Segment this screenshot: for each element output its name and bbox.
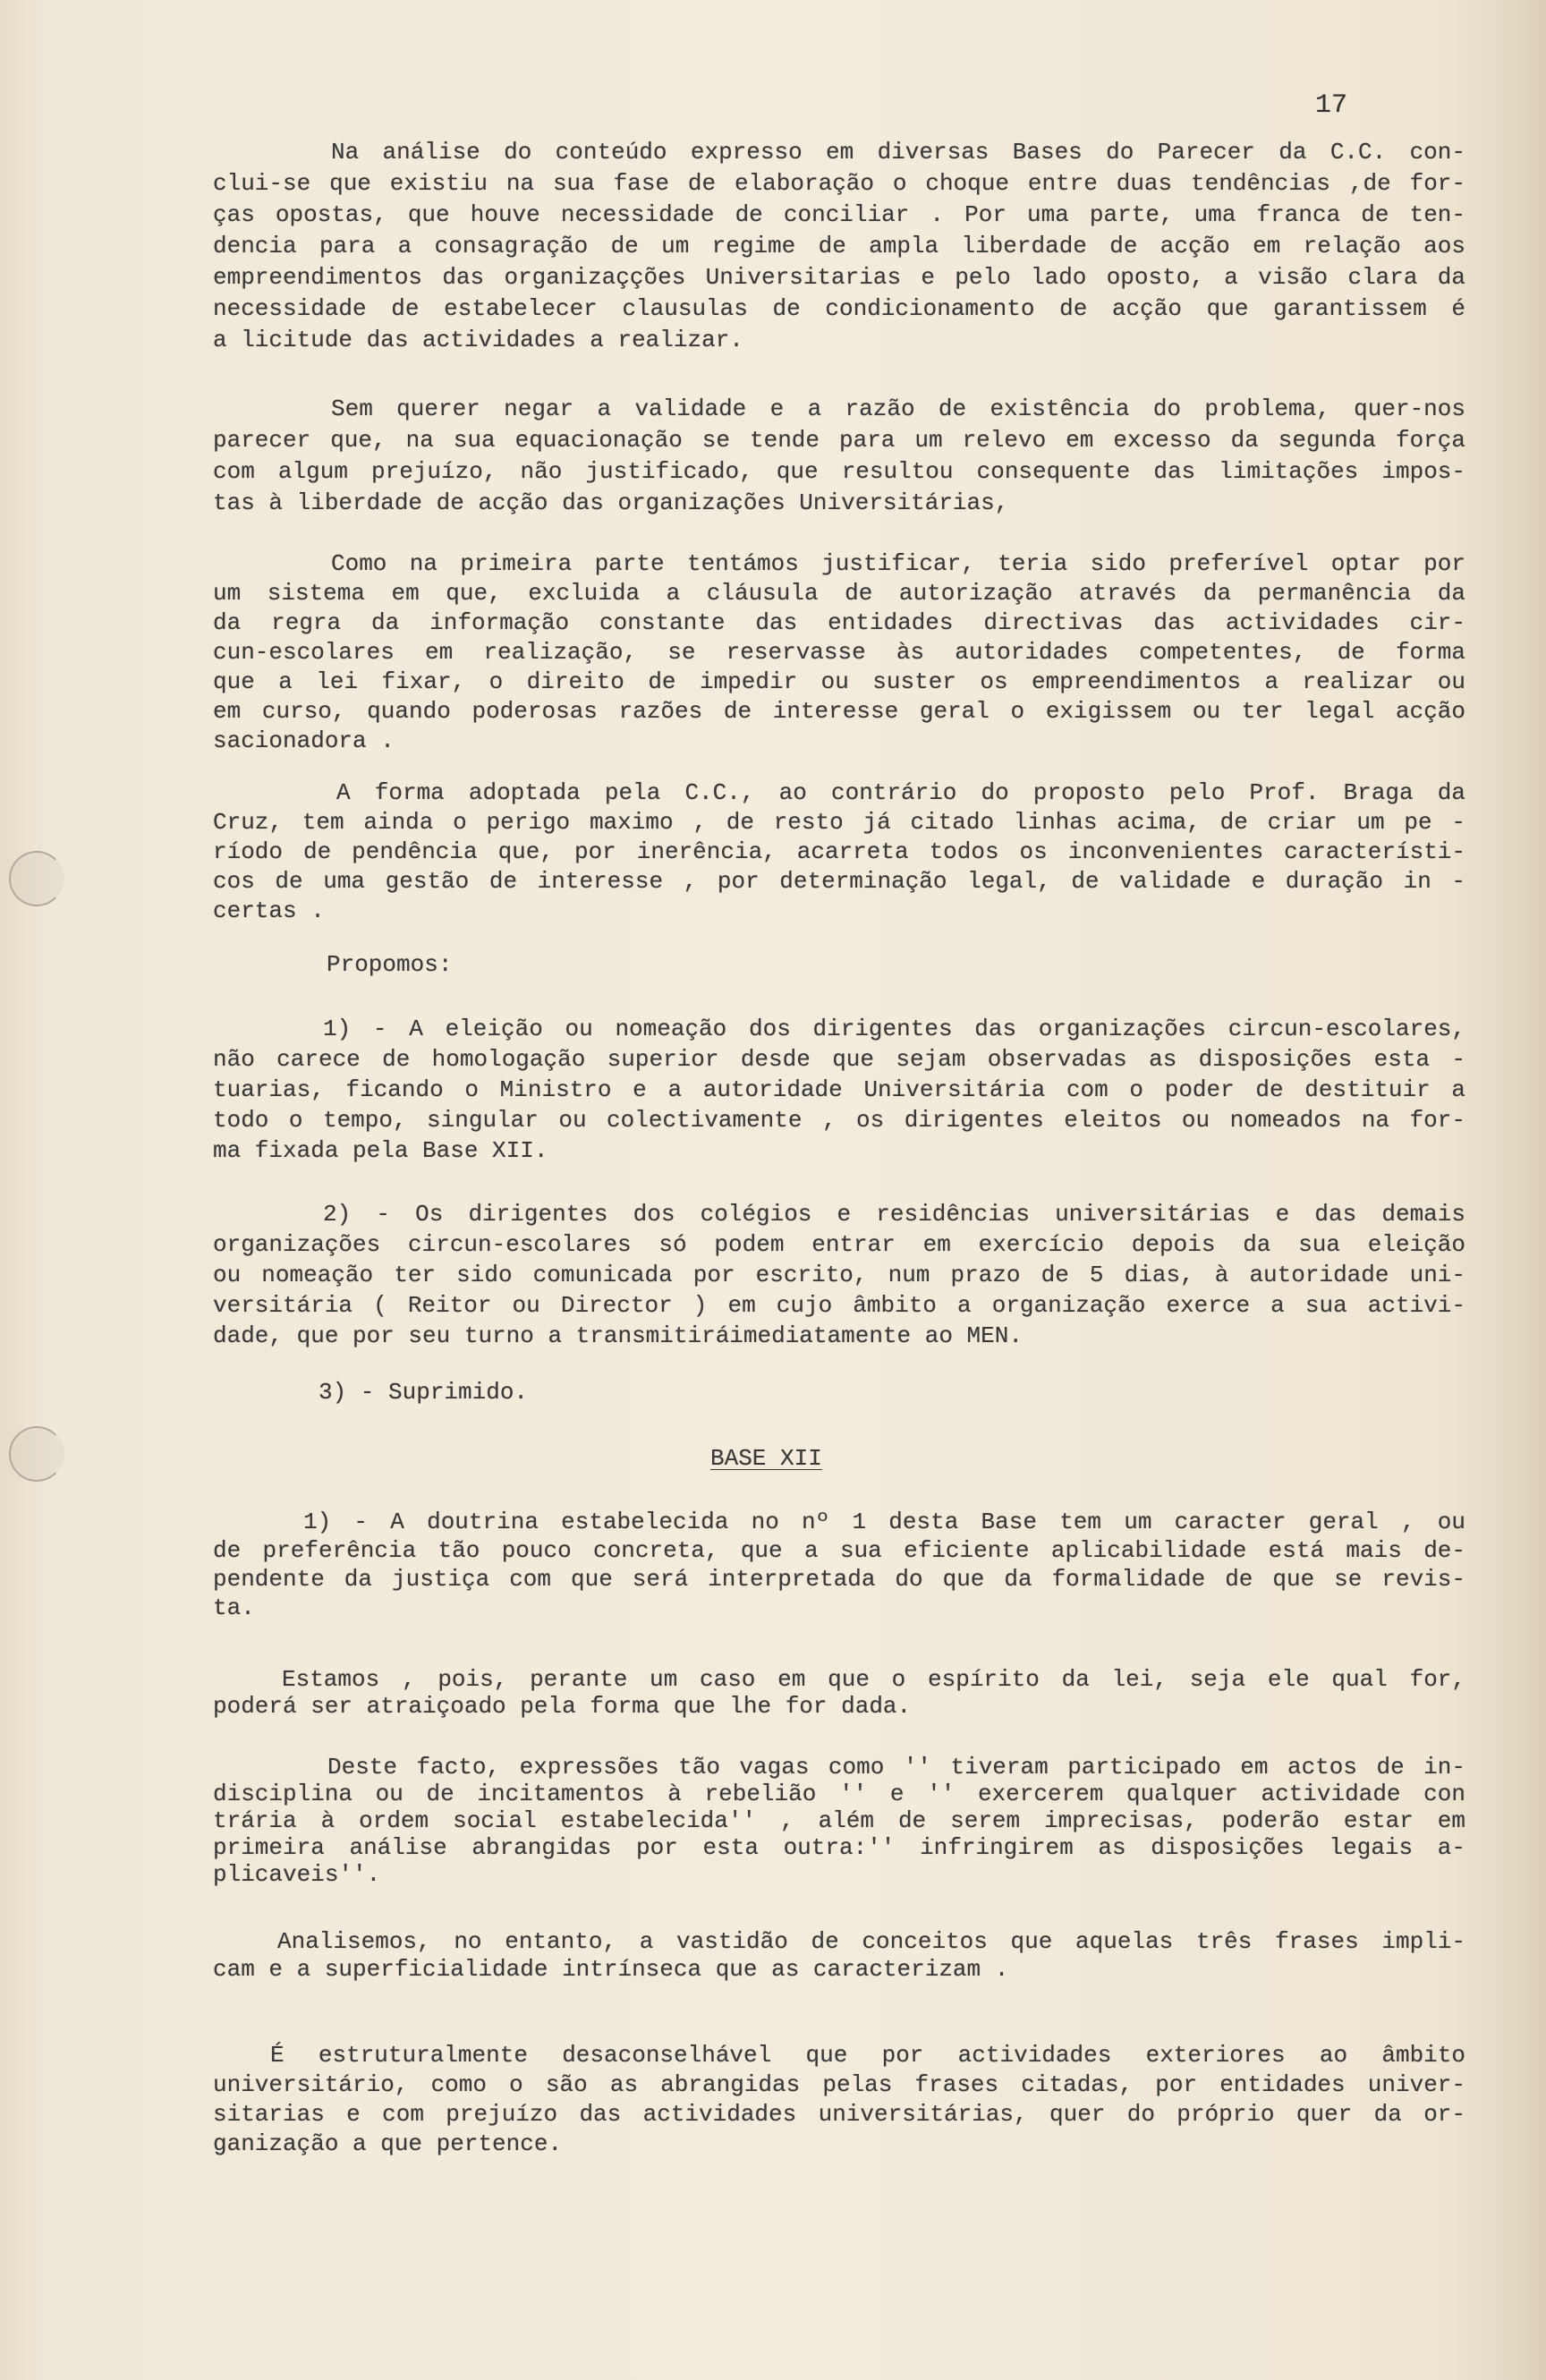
- text-line: ças opostas, que houve necessidade de conciliar . Por uma parte, uma franca de ten-: [213, 201, 1465, 228]
- paragraph-analisemos: [213, 1928, 1465, 1984]
- text-line: dencia para a consagração de um regime de ampla liberdade de acção em relação aos: [213, 233, 1465, 259]
- text-line: versitária ( Reitor ou Director ) em cujo âmbito a organização exerce a sua activi-: [213, 1292, 1465, 1319]
- text-line: Na análise do conteúdo expresso em diversas Bases do Parecer da C.C. con-: [331, 139, 1465, 166]
- punch-hole: [9, 851, 64, 906]
- text-line: com algum prejuízo, não justificado, que resultou consequente das limitações impos-: [213, 458, 1465, 485]
- text-line: ganização a que pertence.: [213, 2130, 563, 2157]
- text-line: clui-se que existiu na sua fase de elaboração o choque entre duas tendências ,de for-: [213, 170, 1465, 197]
- text-line: tuarias, ficando o Ministro e a autoridade Universitária com o poder de destituir a: [213, 1076, 1465, 1103]
- text-line: parecer que, na sua equacionação se tende para um relevo em excesso da segunda força: [213, 427, 1465, 454]
- text-line: tas à liberdade de acção das organizações Universitárias,: [213, 489, 1009, 516]
- text-line: disciplina ou de incitamentos à rebelião '' e '' exercerem qualquer actividade con: [213, 1781, 1465, 1807]
- text-line: em curso, quando poderosas razões de interesse geral o exigissem ou ter legal acção: [213, 698, 1465, 725]
- paragraph-deste: [213, 1754, 1465, 1888]
- text-line: não carece de homologação superior desde que sejam observadas as disposições esta -: [213, 1046, 1465, 1073]
- punch-hole: [9, 1426, 64, 1482]
- paragraph-braga: [213, 778, 1465, 926]
- paragraph-estamos: [213, 1666, 1465, 1720]
- text-line: que a lei fixar, o direito de impedir ou suster os empreendimentos a realizar ou: [213, 668, 1465, 695]
- text-line: cos de uma gestão de interesse , por determinação legal, de validade e duração in -: [213, 868, 1465, 895]
- text-line: Propomos:: [327, 951, 453, 978]
- page-number: 17: [1315, 90, 1348, 121]
- text-line: ríodo de pendência que, por inerência, acarreta todos os inconvenientes característi-: [213, 838, 1465, 865]
- text-line: 2) - Os dirigentes dos colégios e residências universitárias e das demais: [323, 1201, 1465, 1228]
- text-line: organizações circun-escolares só podem entrar em exercício depois da sua eleição: [213, 1231, 1465, 1258]
- text-line: universitário, como o são as abrangidas pelas frases citadas, por entidades univer-: [213, 2071, 1465, 2098]
- text-line: plicaveis''.: [213, 1861, 381, 1888]
- text-line: sitarias e com prejuízo das actividades universitárias, quer do próprio quer da or-: [213, 2101, 1465, 2128]
- text-line: certas .: [213, 897, 325, 924]
- text-line: 1) - A doutrina estabelecida no nº 1 desta Base tem um caracter geral , ou: [303, 1509, 1465, 1535]
- text-line: dade, que por seu turno a transmitiráimediatamente ao MEN.: [213, 1322, 1023, 1349]
- text-line: poderá ser atraiçoado pela forma que lhe for dada.: [213, 1693, 912, 1720]
- text-line: todo o tempo, singular ou colectivamente , os dirigentes eleitos ou nomeados na for-: [213, 1107, 1465, 1134]
- paragraph-validity: [213, 394, 1465, 519]
- text-line: primeira análise abrangidas por esta outra:'' infringirem as disposições legais a-: [213, 1834, 1465, 1861]
- text-line: pendente da justiça com que será interpretada do que da formalidade de que se revis-: [213, 1566, 1465, 1593]
- paragraph-propomos: [213, 950, 1465, 980]
- text-line: necessidade de estabelecer clausulas de condicionamento de acção que garantissem é: [213, 295, 1465, 322]
- text-line: Cruz, tem ainda o perigo maximo , de resto já citado linhas acima, de criar um pe -: [213, 809, 1465, 836]
- text-line: Sem querer negar a validade e a razão de existência do problema, quer-nos: [331, 395, 1465, 422]
- text-line: um sistema em que, excluida a cláusula de autorização através da permanência da: [213, 580, 1465, 607]
- paragraph-intro: [213, 137, 1465, 356]
- proposal-item-1: [213, 1014, 1465, 1166]
- text-line: da regra da informação constante das entidades directivas das actividades cir-: [213, 609, 1465, 636]
- proposal-item-3: [213, 1378, 1465, 1407]
- text-line: de preferência tão pouco concreta, que a sua eficiente aplicabilidade está mais de-: [213, 1537, 1465, 1564]
- text-line: Estamos , pois, perante um caso em que o espírito da lei, seja ele qual for,: [282, 1666, 1465, 1693]
- text-line: ma fixada pela Base XII.: [213, 1137, 548, 1164]
- text-line: ou nomeação ter sido comunicada por escrito, num prazo de 5 dias, à autoridade uni-: [213, 1262, 1465, 1288]
- text-line: empreendimentos das organizaçções Universitarias e pelo lado oposto, a visão clara da: [213, 264, 1465, 291]
- text-line: A forma adoptada pela C.C., ao contrário do proposto pelo Prof. Braga da: [336, 779, 1465, 806]
- text-line: 1) - A eleição ou nomeação dos dirigentes das organizações circun-escolares,: [323, 1016, 1465, 1042]
- paragraph-base-xii-1: [213, 1508, 1465, 1622]
- text-line: cun-escolares em realização, se reservasse às autoridades competentes, de forma: [213, 639, 1465, 666]
- text-line: a licitude das actividades a realizar.: [213, 327, 743, 353]
- text-line: sacionadora .: [213, 727, 395, 754]
- paragraph-estrutural: [213, 2041, 1465, 2159]
- section-heading: BASE XII: [710, 1445, 822, 1472]
- text-line: trária à ordem social estabelecida'' , além de serem imprecisas, poderão estar em: [213, 1807, 1465, 1834]
- text-line: cam e a superficialidade intrínseca que as caracterizam .: [213, 1956, 1009, 1983]
- text-line: Analisemos, no entanto, a vastidão de conceitos que aquelas três frases impli-: [277, 1928, 1465, 1955]
- text-line: É estruturalmente desaconselhável que por actividades exteriores ao âmbito: [270, 2042, 1465, 2069]
- text-line: Deste facto, expressões tão vagas como '' tiveram participado em actos de in-: [327, 1754, 1465, 1781]
- proposal-item-2: [213, 1199, 1465, 1351]
- text-line: 3) - Suprimido.: [319, 1379, 529, 1406]
- text-line: Como na primeira parte tentámos justificar, teria sido preferível optar por: [331, 550, 1465, 577]
- text-line: ta.: [213, 1594, 255, 1621]
- paragraph-preference: [213, 549, 1465, 756]
